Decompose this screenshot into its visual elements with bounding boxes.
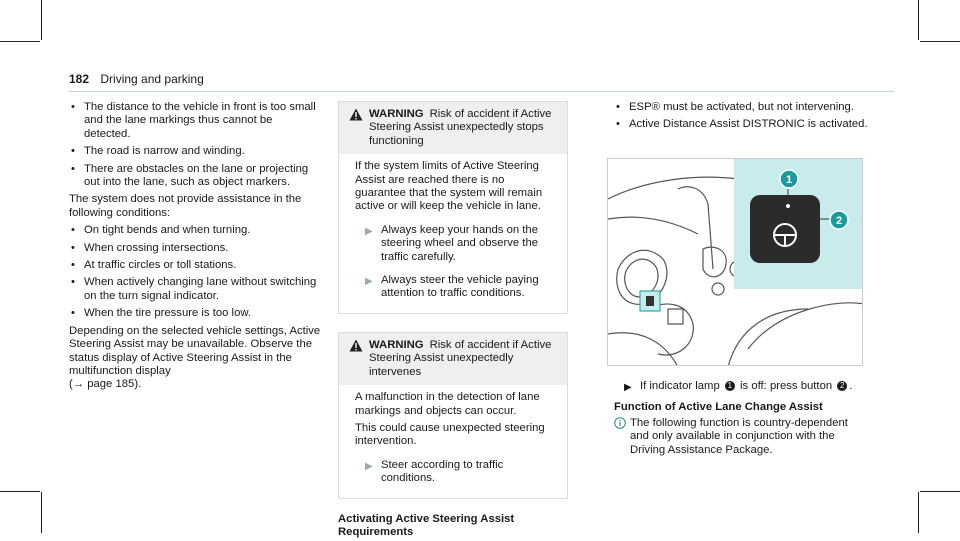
warning-text: This could cause unexpected steering intervention. [355,421,545,448]
callout-label-1: 1 [785,174,793,186]
closing-text: Depending on the selected vehicle settings, Active Steering Assist may be unavailable. Observe the status display of Active Steering Assist in the multifunction display [69,324,321,377]
action-text: Steer according to traffic conditions. [381,458,504,485]
action-item [355,274,557,301]
callout-label-2: 2 [835,215,843,227]
conditions-intro: The system does not provide assistance in the following conditions: [69,193,302,219]
arrow-icon: ▶ [365,276,373,288]
warning-triangle-icon [349,108,363,121]
crop-mark [918,0,919,40]
crop-mark [0,41,40,42]
warning-triangle-icon [349,339,363,352]
section-title: Driving and parking [100,72,204,86]
crop-mark [41,492,42,533]
list-item: • Active Distance Assist DISTRONIC is activated. [614,118,869,131]
crop-mark [920,41,960,42]
indicator-marker: 1 [725,381,735,391]
action-item [355,224,557,264]
list-item: • The road is narrow and winding. [69,145,321,158]
page-reference-link[interactable]: (→ page 185). [69,378,142,391]
crop-mark [0,491,40,492]
column-right [614,101,869,136]
section-heading: Function of Active Lane Change Assist [614,401,823,414]
subheading-text: Requirements [338,525,414,538]
step-text-pre: If indicator lamp [640,380,720,392]
warning-header [339,102,567,154]
step-text-end: . [849,380,853,392]
header-rule [69,91,894,92]
warning-text: If the system limits of Active Steering Assist are reached there is no guarantee that the system will remain active or will keep the vehicle in lane. [355,160,543,213]
crop-mark [920,491,960,492]
arrow-icon: ▶ [624,382,632,393]
warning-title: Risk of accident if Active Steering Assist unexpectedly intervenes [369,338,552,378]
page-number: 182 [69,72,90,86]
action-item [614,380,869,393]
list-item: • When the tire pressure is too low. [69,307,321,320]
note-item [614,417,869,457]
list-item: • At traffic circles or toll stations. [69,259,321,272]
section-heading [338,513,568,540]
note-text: The following function is country-dependent and only available in conjunction with the Driving Assistance Package. [630,416,848,456]
action-text: Always steer the vehicle paying attention to traffic conditions. [381,274,539,300]
warning-label: WARNING [369,108,424,120]
warning-title: Risk of accident if Active Steering Assist unexpectedly stops functioning [369,108,552,147]
warning-box [338,101,568,314]
arrow-icon: ▶ [365,460,373,472]
arrow-icon: ▶ [365,225,373,237]
column-left [69,101,321,396]
dashboard-drawing-icon [608,159,863,366]
heading-text: Activating Active Steering Assist [338,512,515,525]
list-item: • ESP® must be activated, but not intervening. [614,101,869,114]
warning-body [339,385,567,497]
list-item: • There are obstacles on the lane or projecting out into the lane, such as object markers. [69,163,321,190]
info-icon [614,417,626,429]
step-text-mid: is off: press button [740,380,833,392]
column-middle [338,101,568,541]
list-item: • When actively changing lane without switching on the turn signal indicator. [69,276,321,303]
crop-mark [41,0,42,40]
warning-body [339,154,567,313]
cockpit-illustration [607,158,863,366]
closing-paragraph [69,325,321,392]
action-item [355,459,557,486]
action-text: Always keep your hands on the steering wheel and observe the traffic carefully. [381,223,539,263]
warning-text: A malfunction in the detection of lane markings and objects can occur. [355,391,540,417]
list-item: • The distance to the vehicle in front is too small and the lane markings thus cannot be detected. [69,101,321,141]
warning-box [338,332,568,499]
crop-mark [918,492,919,533]
list-item: • On tight bends and when turning. [69,224,321,237]
page-header [69,72,204,86]
column-right-lower [614,380,869,457]
warning-header [339,333,567,385]
warning-label: WARNING [369,338,424,351]
button-marker: 2 [837,381,847,391]
list-item: • When crossing intersections. [69,242,321,255]
